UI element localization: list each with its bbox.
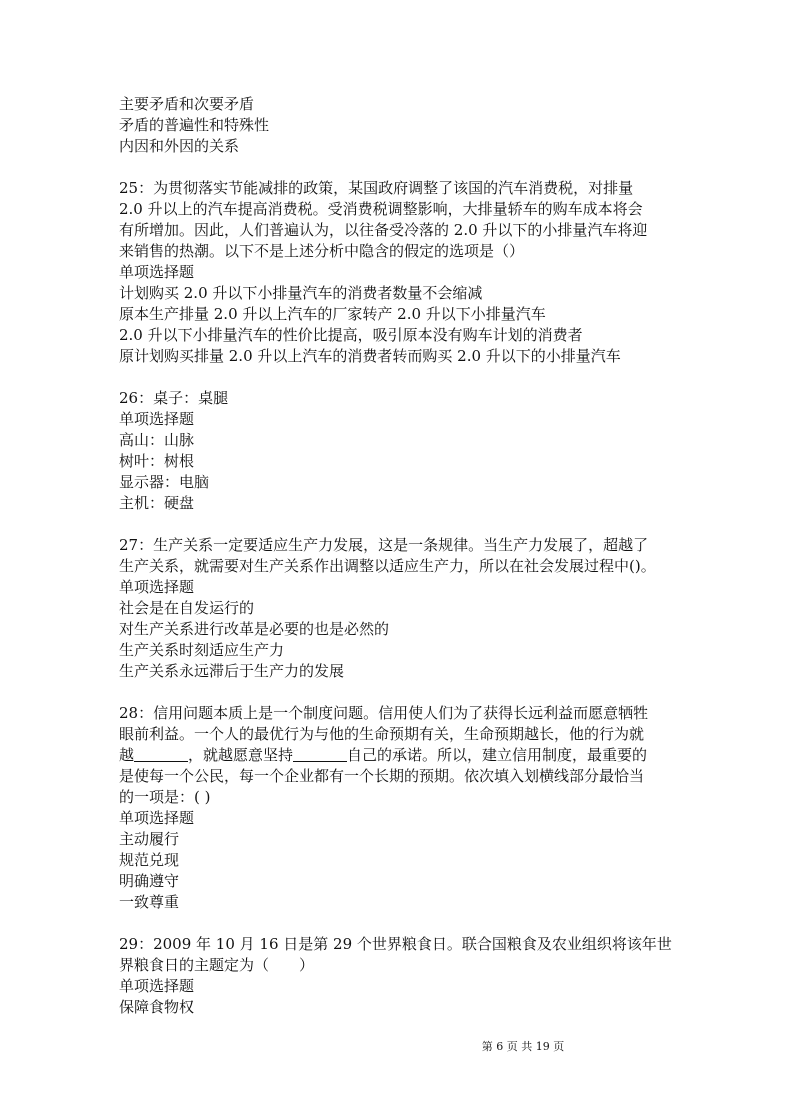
question-type: 单项选择题	[119, 410, 195, 428]
footer-prefix: 第	[481, 1040, 493, 1053]
option-text: 计划购买 2.0 升以下小排量汽车的消费者数量不会缩减	[119, 284, 483, 302]
question-29	[119, 934, 679, 1018]
prev-question-options	[119, 94, 679, 157]
question-stem: 是使每一个公民，每一个企业都有一个长期的预期。依次填入划横线部分最恰当	[119, 767, 645, 785]
option-text: 2.0 升以下小排量汽车的性价比提高，吸引原本没有购车计划的消费者	[119, 326, 583, 344]
question-25	[119, 178, 679, 367]
question-stem: 有所增加。因此，人们普遍认为，以往备受冷落的 2.0 升以下的小排量汽车将迎	[119, 221, 648, 239]
option-text: 高山：山脉	[119, 431, 195, 449]
footer-suffix: 页	[553, 1040, 565, 1053]
question-26	[119, 388, 679, 514]
option-text: 一致尊重	[119, 893, 180, 911]
stem-fragment: 越	[119, 746, 135, 764]
question-type: 单项选择题	[119, 809, 195, 827]
question-stem: 的一项是：( )	[119, 788, 211, 806]
footer-middle: 页 共	[506, 1040, 533, 1053]
option-text: 显示器：电脑	[119, 473, 210, 491]
question-stem: 眼前利益。一个人的最优行为与他的生命预期有关，生命预期越长，他的行为就	[119, 725, 645, 743]
option-text: 生产关系永远滞后于生产力的发展	[119, 662, 345, 680]
question-28	[119, 703, 679, 913]
option-text: 主要矛盾和次要矛盾	[119, 95, 255, 113]
option-text: 矛盾的普遍性和特殊性	[119, 116, 270, 134]
question-27	[119, 535, 679, 682]
option-text: 对生产关系进行改革是必要的也是必然的	[119, 620, 390, 638]
question-type: 单项选择题	[119, 578, 195, 596]
footer-page-number: 6	[496, 1040, 504, 1053]
document-body	[119, 94, 679, 1018]
question-stem: 生产关系，就需要对生产关系作出调整以适应生产力，所以在社会发展过程中()。	[119, 557, 656, 575]
question-stem: 界粮食日的主题定为（ ）	[119, 956, 315, 974]
option-text: 主动履行	[119, 830, 180, 848]
question-stem: 29：2009 年 10 月 16 日是第 29 个世界粮食日。联合国粮食及农业组织将该年世	[119, 935, 672, 953]
option-text: 原本生产排量 2.0 升以上汽车的厂家转产 2.0 升以下小排量汽车	[119, 305, 546, 323]
option-text: 内因和外因的关系	[119, 137, 240, 155]
option-text: 主机：硬盘	[119, 494, 195, 512]
stem-fragment: ，就越愿意坚持	[188, 746, 294, 764]
question-stem-with-blanks	[119, 745, 679, 766]
option-text: 生产关系时刻适应生产力	[119, 641, 285, 659]
option-text: 明确遵守	[119, 872, 180, 890]
option-text: 社会是在自发运行的	[119, 599, 255, 617]
page-footer	[0, 1040, 792, 1054]
option-text: 规范兑现	[119, 851, 180, 869]
option-text: 保障食物权	[119, 998, 195, 1016]
option-text: 树叶：树根	[119, 452, 195, 470]
question-stem: 28：信用问题本质上是一个制度问题。信用使人们为了获得长远利益而愿意牺牲	[119, 704, 649, 722]
question-stem: 26：桌子：桌腿	[119, 389, 229, 407]
fill-blank	[134, 746, 188, 762]
question-type: 单项选择题	[119, 263, 195, 281]
fill-blank	[293, 746, 347, 762]
question-stem: 2.0 升以上的汽车提高消费税。受消费税调整影响，大排量轿车的购车成本将会	[119, 200, 643, 218]
question-stem: 来销售的热潮。以下不是上述分析中隐含的假定的选项是（）	[119, 242, 525, 260]
question-type: 单项选择题	[119, 977, 195, 995]
question-stem: 25：为贯彻落实节能减排的政策，某国政府调整了该国的汽车消费税，对排量	[119, 179, 634, 197]
stem-fragment: 自己的承诺。所以，建立信用制度，最重要的	[347, 746, 648, 764]
option-text: 原计划购买排量 2.0 升以上汽车的消费者转而购买 2.0 升以下的小排量汽车	[119, 347, 621, 365]
footer-total-pages: 19	[535, 1040, 550, 1053]
question-stem: 27：生产关系一定要适应生产力发展，这是一条规律。当生产力发展了，超越了	[119, 536, 649, 554]
